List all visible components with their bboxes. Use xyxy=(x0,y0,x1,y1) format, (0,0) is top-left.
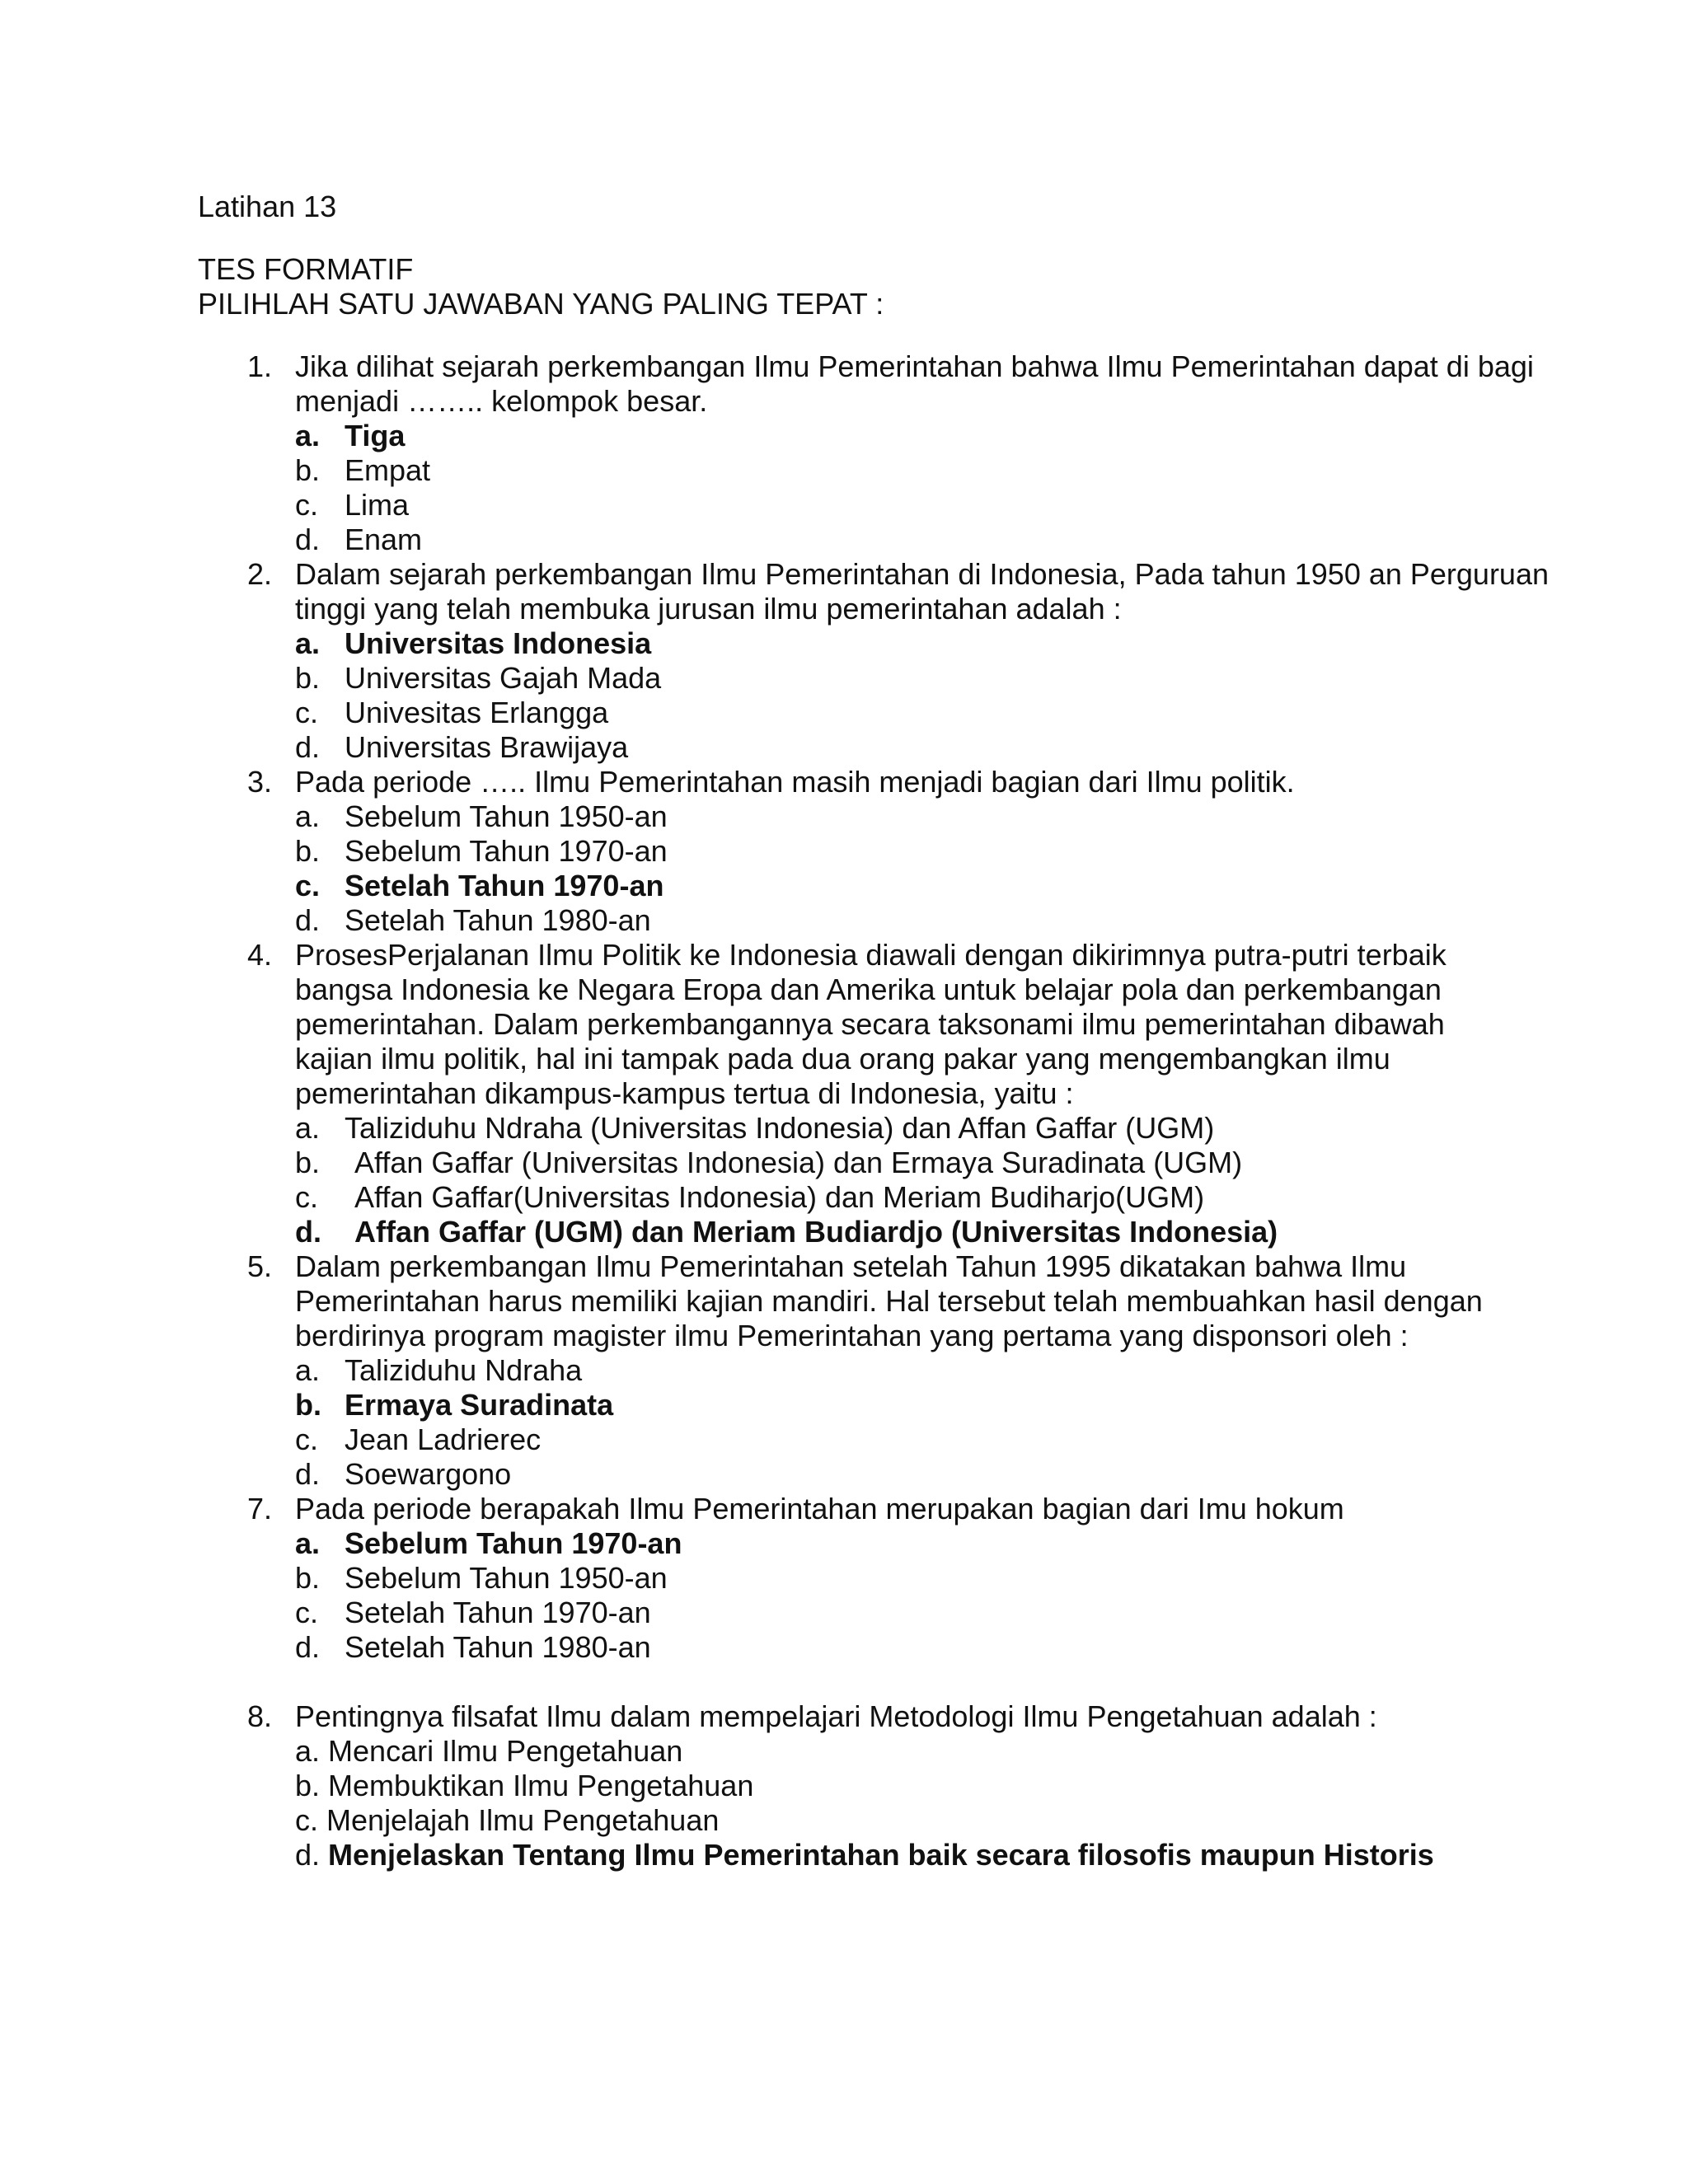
spacer xyxy=(198,1665,1517,1699)
option-b: b. Universitas Gajah Mada xyxy=(295,661,662,695)
option-a: a. Taliziduhu Ndraha xyxy=(295,1353,583,1387)
question-text: Pada periode ….. Ilmu Pemerintahan masih menjadi bagian dari Ilmu politik. xyxy=(295,765,1295,799)
instruction-text: PILIHLAH SATU JAWABAN YANG PALING TEPAT : xyxy=(198,287,884,321)
option-b: b. Sebelum Tahun 1970-an xyxy=(295,834,668,868)
option-b: b. Empat xyxy=(295,453,431,487)
question-text: Dalam perkembangan Ilmu Pemerintahan setelah Tahun 1995 dikatakan bahwa Ilmu Pemerintahan harus memiliki kajian mandiri. Hal tersebut telah membuahkan hasil dengan berdirinya program magister ilmu Pemerintahan yang pertama yang disponsori oleh : xyxy=(295,1249,1483,1352)
options-list xyxy=(295,1353,1517,1492)
option-b: b. Sebelum Tahun 1950-an xyxy=(295,1561,668,1595)
question-text: Pentingnya filsafat Ilmu dalam mempelajari Metodologi Ilmu Pengetahuan adalah : xyxy=(295,1699,1377,1733)
options-list xyxy=(295,799,1517,938)
section-heading: TES FORMATIF xyxy=(198,252,414,286)
option-d: d. Enam xyxy=(295,523,423,556)
options-list xyxy=(295,419,1517,557)
question-number: 8. xyxy=(247,1699,273,1733)
option-d: d. Menjelaskan Tentang Ilmu Pemerintahan baik secara filosofis maupun Historis xyxy=(295,1838,1434,1872)
option-b: b. Ermaya Suradinata xyxy=(295,1388,614,1422)
option-a: a. Mencari Ilmu Pengetahuan xyxy=(295,1734,683,1768)
option-c: c. Jean Ladrierec xyxy=(295,1422,542,1456)
option-d: d. Setelah Tahun 1980-an xyxy=(295,1630,651,1664)
options-list xyxy=(295,1111,1517,1249)
question-number: 2. xyxy=(247,557,273,591)
question-8 xyxy=(198,1699,1517,1872)
question-number: 7. xyxy=(247,1492,273,1526)
option-a: a. Tiga xyxy=(295,419,406,452)
option-a: a. Universitas Indonesia xyxy=(295,626,652,660)
question-text: Pada periode berapakah Ilmu Pemerintahan merupakan bagian dari Imu hokum xyxy=(295,1492,1344,1526)
option-c: c. Univesitas Erlangga xyxy=(295,696,609,729)
option-c: c. Setelah Tahun 1970-an xyxy=(295,1596,651,1629)
question-text: ProsesPerjalanan Ilmu Politik ke Indonesia diawali dengan dikirimnya putra-putri terbaik bangsa Indonesia ke Negara Eropa dan Amerika untuk belajar pola dan perkembangan pemerintahan. Dalam perkembangannya secara taksonami ilmu pemerintahan dibawah kajian ilmu politik, hal ini tampak pada dua orang pakar yang mengembangkan ilmu pemerintahan dikampus-kampus tertua di Indonesia, yaitu : xyxy=(295,938,1447,1110)
question-4 xyxy=(198,938,1517,1249)
question-2 xyxy=(198,557,1549,765)
question-7 xyxy=(198,1492,1517,1665)
question-1 xyxy=(198,349,1534,557)
question-number: 5. xyxy=(247,1249,273,1283)
option-d: d. Setelah Tahun 1980-an xyxy=(295,903,651,937)
options-list xyxy=(295,1526,1517,1665)
document-title: Latihan 13 xyxy=(198,190,337,223)
question-text: Dalam sejarah perkembangan Ilmu Pemerintahan di Indonesia, Pada tahun 1950 an Perguruan tinggi yang telah membuka jurusan ilmu pemerintahan adalah : xyxy=(295,557,1549,626)
option-c: c. Setelah Tahun 1970-an xyxy=(295,869,664,902)
option-d: d. Universitas Brawijaya xyxy=(295,730,629,764)
option-d: d. Soewargono xyxy=(295,1457,512,1491)
options-list xyxy=(295,626,1517,765)
question-3 xyxy=(198,765,1517,938)
option-c: c. Affan Gaffar(Universitas Indonesia) dan Meriam Budiharjo(UGM) xyxy=(295,1180,1205,1214)
question-number: 3. xyxy=(247,765,273,799)
option-a: a. Taliziduhu Ndraha (Universitas Indonesia) dan Affan Gaffar (UGM) xyxy=(295,1111,1215,1145)
option-d: d. Affan Gaffar (UGM) dan Meriam Budiardjo (Universitas Indonesia) xyxy=(295,1215,1278,1249)
option-b: b. Membuktikan Ilmu Pengetahuan xyxy=(295,1769,754,1802)
option-c: c. Menjelajah Ilmu Pengetahuan xyxy=(295,1803,720,1837)
question-number: 1. xyxy=(247,349,273,383)
question-5 xyxy=(198,1249,1517,1492)
question-number: 4. xyxy=(247,938,273,972)
instruction-block xyxy=(198,252,1517,321)
option-a: a. Sebelum Tahun 1970-an xyxy=(295,1526,682,1560)
document-page xyxy=(198,190,1549,1872)
option-a: a. Sebelum Tahun 1950-an xyxy=(295,799,668,833)
question-text: Jika dilihat sejarah perkembangan Ilmu Pemerintahan bahwa Ilmu Pemerintahan dapat di bagi menjadi …….. kelompok besar. xyxy=(295,349,1534,418)
option-b: b. Affan Gaffar (Universitas Indonesia) dan Ermaya Suradinata (UGM) xyxy=(295,1146,1243,1179)
option-c: c. Lima xyxy=(295,488,410,522)
options-list xyxy=(295,1734,1517,1872)
